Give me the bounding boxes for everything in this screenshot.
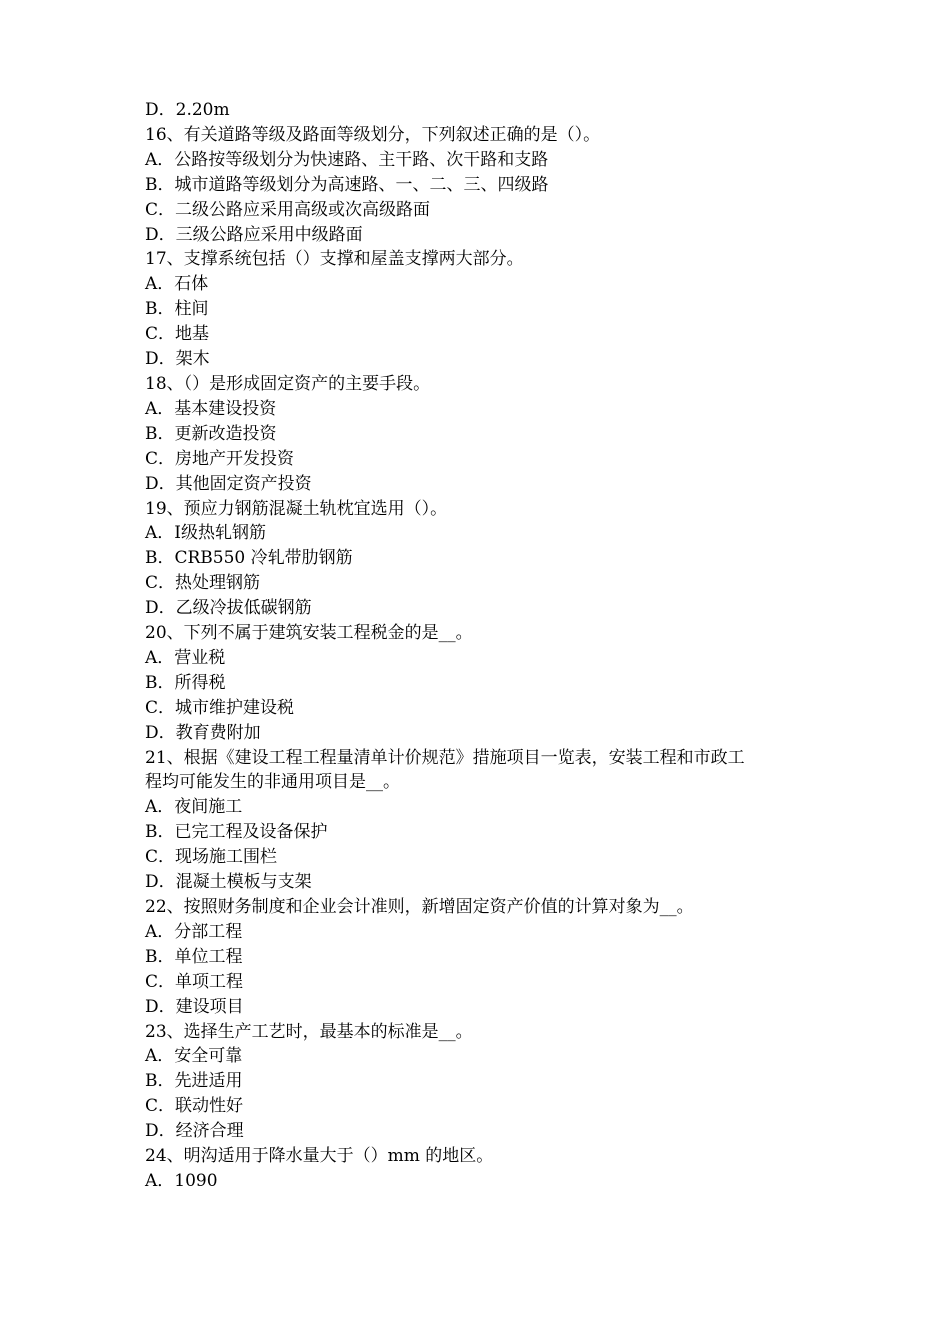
option-line: C．城市维护建设税 [145,697,295,718]
option-line: B．更新改造投资 [145,423,277,444]
question-line: 23、选择生产工艺时，最基本的标准是__。 [145,1021,473,1042]
option-line: A．公路按等级划分为快速路、主干路、次干路和支路 [145,149,549,170]
option-line: D．经济合理 [145,1121,244,1142]
option-line: C．房地产开发投资 [145,448,295,469]
option-line: A．安全可靠 [145,1046,243,1067]
question-line: 19、预应力钢筋混凝土轨枕宜选用（）。 [145,498,448,519]
option-line: D．混凝土模板与支架 [145,872,312,893]
document-body [145,98,825,1194]
option-line: C．二级公路应采用高级或次高级路面 [145,199,431,220]
option-line: B．已完工程及设备保护 [145,822,328,843]
option-line: A．分部工程 [145,921,243,942]
option-line: B．先进适用 [145,1071,243,1092]
question-line-continued: 程均可能发生的非通用项目是__。 [145,772,400,793]
option-line: C．热处理钢筋 [145,573,261,594]
option-line: A．基本建设投资 [145,398,277,419]
question-line: 16、有关道路等级及路面等级划分，下列叙述正确的是（）。 [145,124,601,145]
question-line: 22、按照财务制度和企业会计准则，新增固定资产价值的计算对象为__。 [145,897,694,917]
option-line: D．架木 [145,349,210,370]
option-line: D．其他固定资产投资 [145,473,312,494]
option-line: B．城市道路等级划分为高速路、一、二、三、四级路 [145,174,549,195]
question-line: 24、明沟适用于降水量大于（）mm 的地区。 [145,1146,494,1167]
option-line: D．三级公路应采用中级路面 [145,224,363,245]
option-line: D．2.20m [145,100,230,120]
question-line: 17、支撑系统包括（）支撑和屋盖支撑两大部分。 [145,249,524,270]
option-line: C．现场施工围栏 [145,847,278,868]
question-line: 20、下列不属于建筑安装工程税金的是__。 [145,623,473,644]
option-line: B．CRB550 冷轧带肋钢筋 [145,548,353,569]
option-line: A．夜间施工 [145,797,243,818]
option-line: A．营业税 [145,647,226,668]
option-line: D．教育费附加 [145,722,261,743]
option-line: C．地基 [145,324,210,345]
option-line: D．建设项目 [145,996,244,1017]
option-line: C．联动性好 [145,1096,244,1117]
option-line: B．所得税 [145,672,226,693]
option-line: B．单位工程 [145,946,243,967]
question-line: 21、根据《建设工程工程量清单计价规范》措施项目一览表，安装工程和市政工 [145,747,745,768]
option-line: D．乙级冷拔低碳钢筋 [145,598,312,619]
option-line: B．柱间 [145,299,209,320]
option-line: A．石体 [145,274,209,295]
option-line: A．1090 [145,1170,218,1191]
question-line: 18、（）是形成固定资产的主要手段。 [145,373,431,394]
option-line: A．Ⅰ级热轧钢筋 [145,523,266,544]
option-line: C．单项工程 [145,971,244,992]
